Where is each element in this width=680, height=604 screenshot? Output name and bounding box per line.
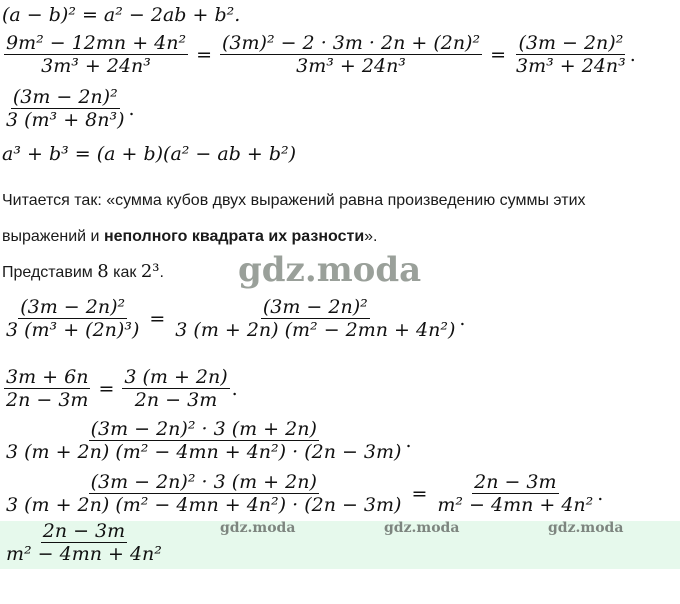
period: .	[459, 307, 466, 330]
denominator: 3m³ + 24n³	[516, 55, 626, 77]
numerator: 3 (m + 2n)	[124, 366, 228, 388]
numerator: (3m − 2n)²	[518, 32, 624, 54]
period: .	[128, 97, 135, 120]
equals-sign: =	[149, 307, 166, 330]
numerator: 2n − 3m	[42, 520, 126, 542]
fraction	[4, 366, 90, 411]
period: .	[629, 43, 636, 66]
denominator: 3 (m + 2n) (m² − 4mn + 4n²) · (2n − 3m)	[6, 441, 402, 463]
denominator: 3 (m³ + (2n)³)	[6, 319, 140, 341]
equals-sign: =	[411, 482, 428, 505]
reading-text-part: выражений и	[2, 228, 104, 245]
fraction	[4, 296, 141, 341]
watermark-logo: gdz.moda	[238, 250, 422, 290]
fraction	[4, 418, 403, 463]
denominator: 2n − 3m	[134, 389, 218, 411]
denominator: 3m³ + 24n³	[296, 55, 406, 77]
equals-sign: =	[98, 377, 115, 400]
fraction-chain-2	[2, 86, 135, 131]
numerator: (3m)² − 2 · 3m · 2n + (2n)²	[222, 32, 481, 54]
equals-sign: =	[490, 43, 507, 66]
formula-square-difference: (a − b)² = a² − 2ab + b².	[2, 4, 241, 26]
numerator: 2n − 3m	[474, 471, 557, 493]
numerator: 9m² − 12mn + 4n²	[6, 32, 187, 54]
numerator: 3m + 6n	[6, 366, 89, 388]
denominator: m² − 4mn + 4n²	[6, 543, 162, 565]
numerator: (3m − 2n)² · 3 (m + 2n)	[90, 418, 317, 440]
numerator: (3m − 2n)²	[12, 86, 118, 108]
numerator: (3m − 2n)²	[20, 296, 126, 318]
equals-sign: =	[196, 43, 213, 66]
fraction	[173, 296, 457, 341]
answer-fraction	[4, 520, 164, 565]
denominator: 3 (m³ + 8n³)	[6, 109, 125, 131]
fraction	[435, 471, 595, 516]
fraction-chain-1	[2, 32, 636, 77]
answer-fraction-row	[2, 520, 166, 565]
numerator: (3m − 2n)² · 3 (m + 2n)	[90, 471, 317, 493]
watermark-small: gdz.moda	[548, 520, 624, 536]
period: .	[597, 482, 604, 505]
expression-3	[2, 418, 412, 463]
denominator: 3m³ + 24n³	[41, 55, 151, 77]
reading-text-line1: Читается так: «сумма кубов двух выражений равна произведению суммы этих	[2, 192, 586, 209]
fraction	[4, 86, 127, 131]
numerator: (3m − 2n)²	[262, 296, 368, 318]
reading-text-end: ».	[364, 228, 378, 245]
represent-8: 8	[97, 261, 109, 282]
fraction	[514, 32, 628, 77]
reading-text-line2	[2, 228, 378, 246]
denominator: 3 (m + 2n) (m² − 2mn + 4n²)	[175, 319, 456, 341]
fraction	[4, 471, 403, 516]
expression-1	[2, 296, 465, 341]
fraction	[4, 32, 188, 77]
represent-mid: как	[108, 264, 141, 281]
expression-2	[2, 366, 238, 411]
fraction	[122, 366, 229, 411]
represent-2cubed: 2³	[140, 261, 160, 282]
denominator: 2n − 3m	[6, 389, 89, 411]
fraction	[220, 32, 482, 77]
reading-text-bold: неполного квадрата их разности	[103, 228, 365, 245]
period: .	[405, 429, 412, 452]
denominator: m² − 4mn + 4n²	[437, 494, 594, 516]
represent-prefix: Представим	[2, 264, 98, 281]
formula-sum-of-cubes: a³ + b³ = (a + b)(a² − ab + b²)	[2, 143, 297, 165]
watermark-small: gdz.moda	[384, 520, 460, 536]
represent-end: .	[159, 264, 164, 281]
denominator: 3 (m + 2n) (m² − 4mn + 4n²) · (2n − 3m)	[6, 494, 402, 516]
expression-4	[2, 471, 603, 516]
watermark-small: gdz.moda	[220, 520, 296, 536]
period: .	[231, 377, 238, 400]
represent-text	[2, 261, 164, 282]
